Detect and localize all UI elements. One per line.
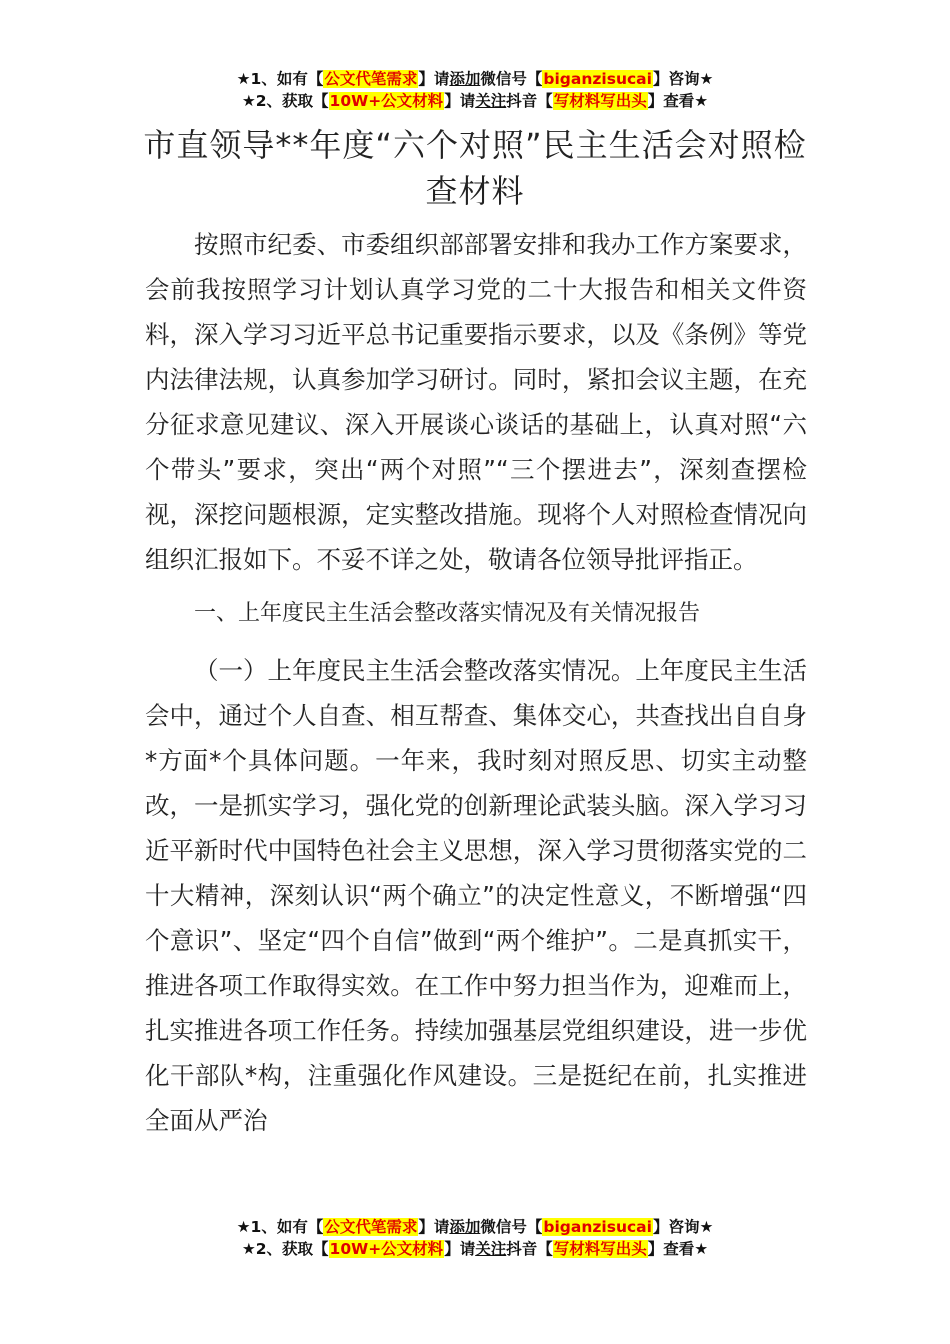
promo-text: 抖音【 [506,1240,553,1258]
promo-text: 】咨询★ [652,70,714,88]
promo-underlined: 关注 [475,92,507,110]
promo-highlight: biganzisucai [543,70,652,88]
promo-text: ★1、如有【 [236,70,324,88]
promo-underlined: 添加 [449,70,481,88]
document-title: 市直领导**年度“六个对照”民主生活会对照检查材料 [143,126,807,210]
promo-text: 】请 [418,70,450,88]
promo-highlight: 写材料写出头 [553,92,647,110]
promo-highlight: 10W+公文材料 [329,92,444,110]
promo-line-2 [0,1238,950,1260]
promo-underlined: 关注 [475,1240,507,1258]
promo-line-1 [0,68,950,90]
promo-text: 微信号【 [480,70,543,88]
promo-highlight: biganzisucai [543,1218,652,1236]
promo-highlight: 公文代笔需求 [324,1218,418,1236]
promo-line-1 [0,1216,950,1238]
promo-text: 微信号【 [480,1218,543,1236]
promo-text: 】咨询★ [652,1218,714,1236]
promo-highlight: 公文代笔需求 [324,70,418,88]
promo-text: 】请 [418,1218,450,1236]
promo-text: ★2、获取【 [241,92,329,110]
promo-text: 】请 [444,1240,476,1258]
paragraph-intro: 按照市纪委、市委组织部部署安排和我办工作方案要求，会前我按照学习计划认真学习党的二十大报告和相关文件资料，深入学习习近平总书记重要指示要求，以及《条例》等党内法律法规，认真参加学习研讨。同时，紧扣会议主题，在充分征求意见建议、深入开展谈心谈话的基础上，认真对照“六个带头”要求，突出“两个对照”“三个摆进去”，深刻查摆检视，深挖问题根源，定实整改措施。现将个人对照检查情况向组织汇报如下。不妥不详之处，敬请各位领导批评指正。 [145,230,807,574]
promo-banner-bottom [0,1216,950,1260]
promo-underlined: 添加 [449,1218,481,1236]
section-heading: 一、上年度民主生活会整改落实情况及有关情况报告 [194,601,701,626]
promo-text: 抖音【 [506,92,553,110]
paragraph-section-1: （一）上年度民主生活会整改落实情况。上年度民主生活会中，通过个人自查、相互帮查、集体交心，共查找出自自身*方面*个具体问题。一年来，我时刻对照反思、切实主动整改，一是抓实学习，强化党的创新理论武装头脑。深入学习习近平新时代中国特色社会主义思想，深入学习贯彻落实党的二十大精神，深刻认识“两个确立”的决定性意义，不断增强“四个意识”、坚定“四个自信”做到“两个维护”。二是真抓实干，推进各项工作取得实效。在工作中努力担当作为，迎难而上，扎实推进各项工作任务。持续加强基层党组织建设，进一步优化干部队*构，注重强化作风建设。三是挺纪在前，扎实推进全面从严治 [145,656,807,1135]
promo-text: 】请 [444,92,476,110]
promo-line-2 [0,90,950,112]
promo-text: 】查看★ [647,1240,709,1258]
promo-highlight: 写材料写出头 [553,1240,647,1258]
promo-text: 】查看★ [647,92,709,110]
promo-highlight: 10W+公文材料 [329,1240,444,1258]
promo-banner-top [0,68,950,112]
promo-text: ★2、获取【 [241,1240,329,1258]
document-body [145,222,807,1152]
promo-text: ★1、如有【 [236,1218,324,1236]
